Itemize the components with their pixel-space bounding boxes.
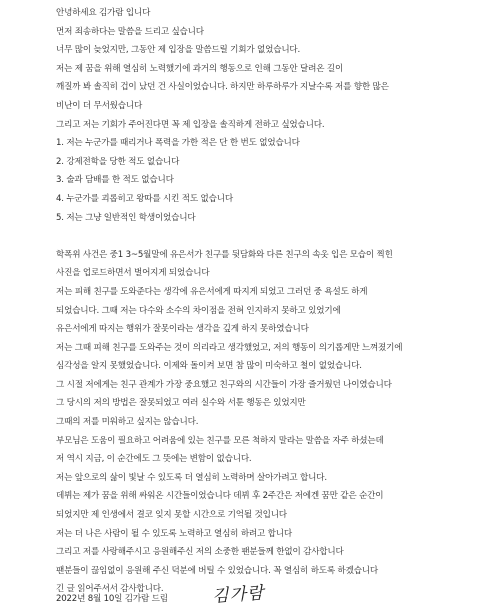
text-line: 4. 누군가를 괴롭히고 왕따를 시킨 적도 없습니다 <box>56 193 233 204</box>
letter-body <box>56 4 476 599</box>
paragraph <box>56 283 476 339</box>
text-line: 되었지만 제 인생에서 결코 잊지 못할 시간으로 기억될 것입니다 <box>56 510 287 521</box>
text-line: 부모님은 도움이 필요하고 어려움에 있는 친구를 모른 척하지 말라는 말씀을 자주 하셨는데 <box>56 435 384 446</box>
text-line: 되었습니다. 그때 저는 다수와 소수의 차이점을 전혀 인지하지 못하고 있었기에 <box>56 305 341 316</box>
paragraph <box>56 339 476 376</box>
text-line: 저는 그때 피해 친구를 도와주는 것이 의리라고 생각했었고, 저의 행동이 의기롭게만 느껴졌기에 <box>56 342 403 353</box>
text-line: 그 시절 저에게는 친구 관계가 가장 중요했고 친구와의 시간들이 가장 즐거웠던 나이였습니다 <box>56 379 392 390</box>
text-line: 안녕하세요 김가람 입니다 <box>56 8 151 18</box>
paragraph <box>56 60 476 116</box>
text-line: 1. 저는 누군가를 때리거나 폭력을 가한 적은 단 한 번도 없었습니다 <box>56 138 300 149</box>
text-line: 그 당시의 저의 방법은 잘못되었고 여러 실수와 서툰 행동은 있었지만 <box>56 398 306 409</box>
text-line: 저는 앞으로의 삶이 빛날 수 있도록 더 열심히 노력하며 살아가려고 합니다. <box>56 472 327 483</box>
paragraph <box>56 4 476 23</box>
text-line: 학폭위 사건은 중1 3~5월말에 유은서가 친구를 뒷담화와 다른 친구의 속옷 입은 모습이 찍힌 <box>56 249 393 260</box>
text-line: 비난이 더 무서웠습니다 <box>56 100 143 111</box>
paragraph <box>56 209 476 228</box>
paragraph <box>56 246 476 283</box>
text-line: 2. 강제전학을 당한 적도 없습니다 <box>56 156 180 167</box>
paragraph <box>56 153 476 172</box>
paragraph <box>56 190 476 209</box>
text-line: 그때의 저를 미워하고 싶지는 않습니다. <box>56 417 199 428</box>
paragraph <box>56 469 476 488</box>
paragraph <box>56 432 476 469</box>
text-line: 심각성을 알지 못했었습니다. 이제와 돌이켜 보면 참 많이 미숙하고 철이 없었습니다. <box>56 361 362 372</box>
text-line: 데뷔는 제가 꿈을 위해 싸워온 시간들이었습니다 데뷔 후 2주간은 저에겐 꿈만 같은 순간이 <box>56 491 384 502</box>
paragraph <box>56 376 476 432</box>
text-line: 유은서에게 따지는 행위가 잘못이라는 생각을 깊게 하지 못하였습니다 <box>56 324 309 335</box>
paragraph <box>56 543 476 562</box>
text-line: 저는 제 꿈을 위해 열심히 노력했기에 과거의 행동으로 인해 그동안 달려온 길이 <box>56 63 344 74</box>
paragraph <box>56 562 476 581</box>
text-line: 5. 저는 그냥 일반적인 학생이었습니다 <box>56 212 196 223</box>
paragraph <box>56 23 476 42</box>
paragraph <box>56 171 476 190</box>
handwritten-signature: 김가람 <box>211 583 266 607</box>
text-line: 그리고 저를 사랑해주시고 응원해주신 저의 소중한 팬분들께 한없이 감사합니다 <box>56 547 344 558</box>
paragraph <box>56 41 476 60</box>
paragraph <box>56 134 476 153</box>
text-line: 저는 피해 친구를 도와준다는 생각에 유은서에게 따지게 되었고 그러던 중 욕설도 하게 <box>56 286 368 297</box>
text-line: 먼저 죄송하다는 말씀을 드리고 싶습니다 <box>56 26 204 37</box>
text-line: 저 역시 지금, 이 순간에도 그 뜻에는 변함이 없습니다. <box>56 454 252 465</box>
paragraph <box>56 116 476 135</box>
text-line: 깨질까 봐 솔직히 겁이 났던 건 사실이었습니다. 하지만 하루하루가 지날수록 저를 향한 많은 <box>56 82 389 93</box>
text-line: 저는 더 나은 사람이 될 수 있도록 노력하고 열심히 하려고 합니다 <box>56 528 292 539</box>
text-line: 3. 술과 담배를 한 적도 없습니다 <box>56 175 174 186</box>
date-signature-line: 2022년 8월 10일 김가람 드림 <box>56 594 168 604</box>
paragraph <box>56 487 476 524</box>
text-line: 긴 글 읽어주셔서 감사합니다. <box>56 584 164 595</box>
text-line: 너무 많이 늦었지만, 그동안 제 입장을 말씀드릴 기회가 없었습니다. <box>56 45 301 56</box>
paragraph <box>56 525 476 544</box>
text-line: 그리고 저는 기회가 주어진다면 꼭 제 입장을 솔직하게 전하고 싶었습니다. <box>56 119 325 130</box>
paragraph-gap <box>56 227 476 246</box>
text-line: 팬분들이 끊임없이 응원해 주신 덕분에 버틸 수 있었습니다. 꼭 열심히 하도록 하겠습니다 <box>56 565 379 576</box>
text-line: 사진을 업로드하면서 벌어지게 되었습니다 <box>56 268 210 279</box>
